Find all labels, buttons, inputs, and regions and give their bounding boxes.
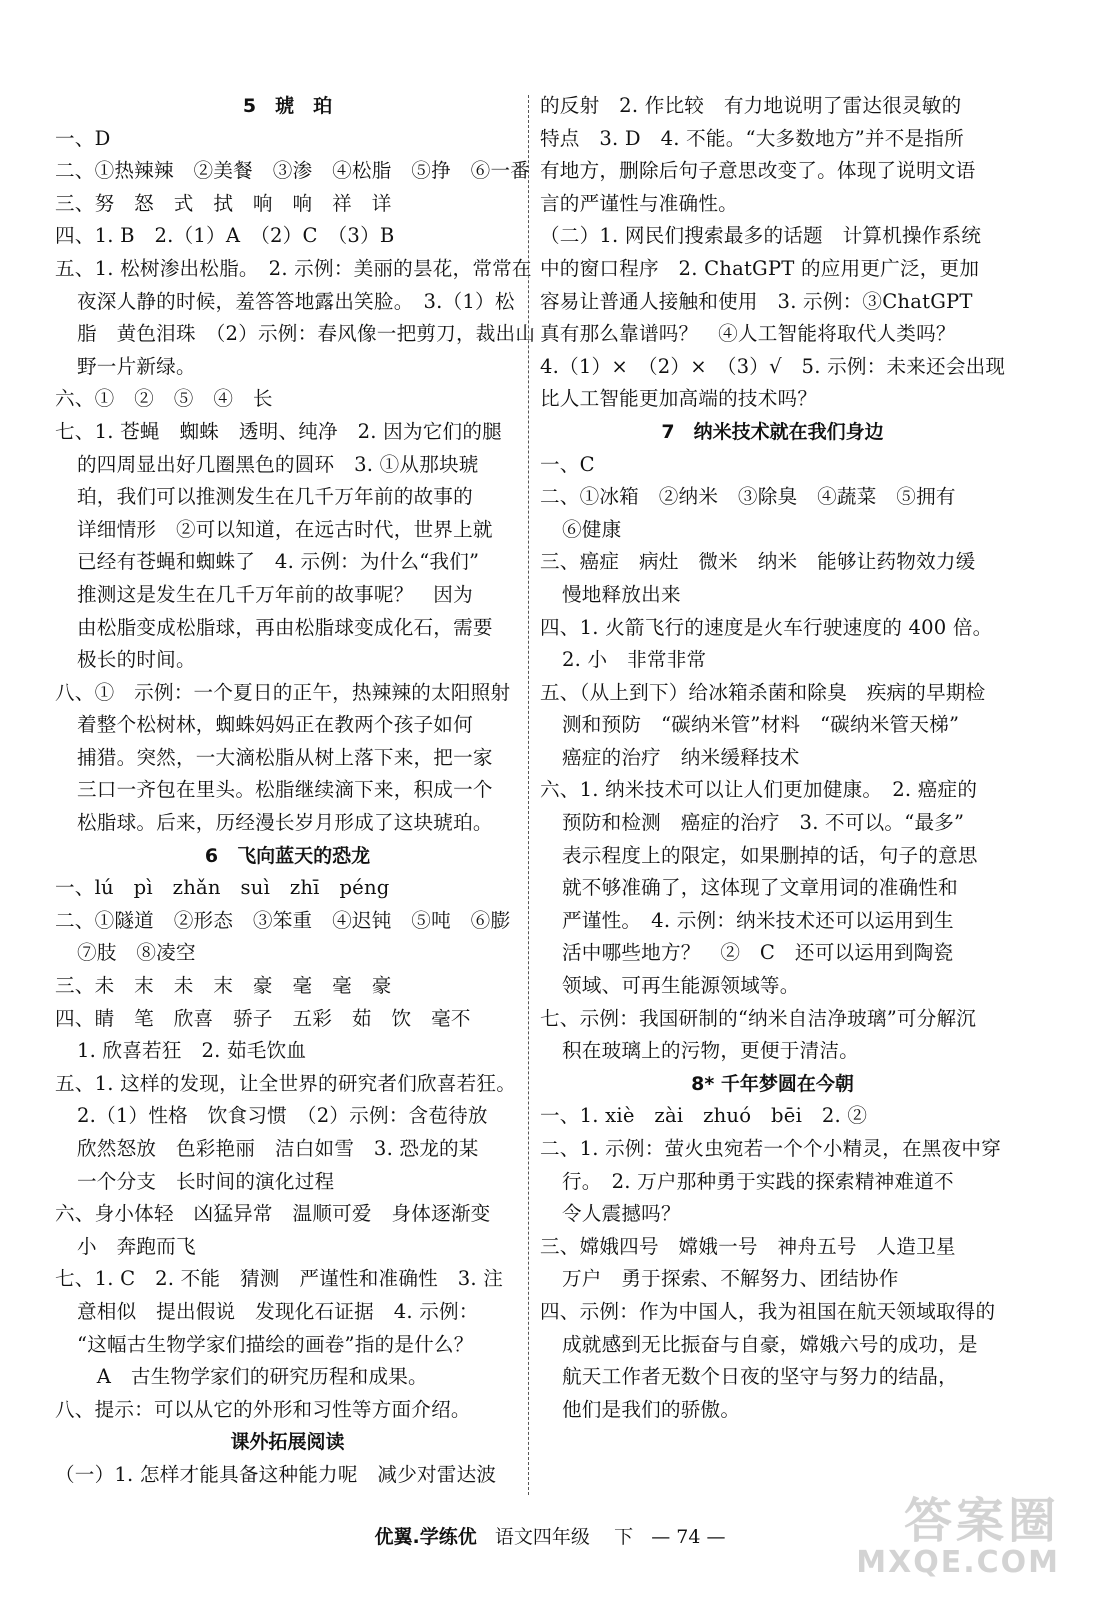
answer-line: 推测这是发生在几千万年前的故事呢？ 因为 bbox=[77, 582, 473, 606]
answer-line: 由松脂变成松脂球，再由松脂球变成化石，需要 bbox=[77, 615, 493, 639]
section-title: 7 纳米技术就在我们身边 bbox=[661, 420, 884, 443]
answer-line: 二、①热辣辣 ②美餐 ③渗 ④松脂 ⑤挣 ⑥一番 bbox=[55, 159, 531, 183]
section-title: 8* 千年梦圆在今朝 bbox=[691, 1072, 854, 1095]
answer-line: 容易让普通人接触和使用 3. 示例：③ChatGPT bbox=[540, 289, 973, 313]
answer-line: 脂 黄色泪珠 （2）示例：春风像一把剪刀，裁出山 bbox=[77, 322, 536, 346]
answer-line: 七、1. C 2. 不能 猜测 严谨性和准确性 3. 注 bbox=[55, 1267, 504, 1291]
answer-line: 领域、可再生能源领域等。 bbox=[562, 974, 800, 998]
answer-line: 夜深人静的时候，羞答答地露出笑脸。 3.（1）松 bbox=[77, 289, 515, 313]
answer-line: 三口一齐包在里头。松脂继续滴下来，积成一个 bbox=[77, 778, 493, 802]
answer-line: 四、1. 火箭飞行的速度是火车行驶速度的 400 倍。 bbox=[540, 615, 993, 639]
answer-line: 测和预防 “碳纳米管”材料 “碳纳米管天梯” bbox=[562, 713, 960, 737]
column-divider bbox=[528, 95, 529, 1495]
section-title: 6 飞向蓝天的恐龙 bbox=[204, 844, 371, 867]
answer-line: （二）1. 网民们搜索最多的话题 计算机操作系统 bbox=[540, 224, 982, 248]
answer-line: 四、1. B 2.（1）A （2）C （3）B bbox=[55, 224, 395, 248]
answer-line: 慢地释放出来 bbox=[562, 582, 681, 606]
answer-line: 六、1. 纳米技术可以让人们更加健康。 2. 癌症的 bbox=[540, 778, 978, 802]
left-column bbox=[55, 90, 536, 1492]
answer-line: 真有那么靠谱吗？ ④人工智能将取代人类吗？ bbox=[540, 322, 956, 346]
answer-line: （一）1. 怎样才能具备这种能力呢 减少对雷达波 bbox=[55, 1462, 497, 1486]
answer-line: 详细情形 ②可以知道，在远古时代，世界上就 bbox=[77, 517, 493, 541]
answer-line: 三、未 末 未 末 豪 毫 毫 豪 bbox=[55, 974, 392, 998]
answer-line: 行。 2. 万户那种勇于实践的探索精神难道不 bbox=[562, 1169, 954, 1193]
answer-line: 一、C bbox=[540, 452, 595, 476]
answer-line: 已经有苍蝇和蜘蛛了 4. 示例：为什么“我们” bbox=[77, 550, 480, 574]
answer-line: 积在玻璃上的污物，更便于清洁。 bbox=[562, 1039, 859, 1063]
answer-line: 他们是我们的骄傲。 bbox=[562, 1397, 741, 1421]
answer-line: 令人震撼吗？ bbox=[562, 1202, 681, 1226]
answer-line: 比人工智能更加高端的技术吗？ bbox=[540, 387, 818, 411]
answer-line: 八、① 示例：一个夏日的正午，热辣辣的太阳照射 bbox=[55, 680, 511, 704]
answer-line: 的反射 2. 作比较 有力地说明了雷达很灵敏的 bbox=[540, 94, 962, 117]
answer-line: 二、①隧道 ②形态 ③笨重 ④迟钝 ⑤吨 ⑥膨 bbox=[55, 908, 511, 932]
answer-line: 有地方，删除后句子意思改变了。体现了说明文语 bbox=[540, 159, 976, 183]
answer-line: ⑥健康 bbox=[562, 517, 622, 541]
answer-line: 特点 3. D 4. 不能。“大多数地方”并不是指所 bbox=[540, 126, 964, 150]
answer-line: 珀，我们可以推测发生在几千万年前的故事的 bbox=[77, 485, 473, 509]
answer-line: 航天工作者无数个日夜的坚守与努力的结晶， bbox=[562, 1365, 958, 1389]
answer-line: 一、D bbox=[55, 126, 111, 150]
watermark-text: 答案圈 bbox=[903, 1493, 1060, 1549]
answer-line: 五、1. 松树渗出松脂。 2. 示例：美丽的昙花，常常在 bbox=[55, 256, 532, 280]
watermark-url: MXQE.COM bbox=[856, 1545, 1060, 1580]
answer-line: A 古生物学家们的研究历程和成果。 bbox=[77, 1365, 428, 1389]
answer-line: 小 奔跑而飞 bbox=[77, 1234, 196, 1258]
answer-line: 万户 勇于探索、不解努力、团结协作 bbox=[562, 1267, 899, 1291]
answer-line: 二、①冰箱 ②纳米 ③除臭 ④蔬菜 ⑤拥有 bbox=[540, 485, 956, 509]
watermark-logo bbox=[856, 1482, 1060, 1580]
answer-line: 六、身小体轻 凶猛异常 温顺可爱 身体逐渐变 bbox=[55, 1202, 491, 1226]
answer-line: 捕猎。突然，一大滴松脂从树上落下来，把一家 bbox=[77, 745, 493, 769]
answer-line: 七、1. 苍蝇 蜘蛛 透明、纯净 2. 因为它们的腿 bbox=[55, 419, 502, 443]
answer-line: 野一片新绿。 bbox=[77, 354, 196, 378]
answer-line: 的四周显出好几圈黑色的圆环 3. ①从那块琥 bbox=[77, 452, 479, 476]
answer-line: 活中哪些地方？ ② C 还可以运用到陶瓷 bbox=[562, 941, 954, 965]
answer-line: 成就感到无比振奋与自豪，嫦娥六号的成功，是 bbox=[562, 1332, 978, 1356]
answer-line: 癌症的治疗 纳米缓释技术 bbox=[562, 745, 800, 769]
page-number: — 74 — bbox=[651, 1526, 726, 1548]
answer-line: 2.（1）性格 饮食习惯 （2）示例：含苞待放 bbox=[77, 1104, 488, 1128]
answer-line: 一、lú pì zhǎn suì zhī péng bbox=[55, 876, 390, 900]
answer-line: 意相似 提出假说 发现化石证据 4. 示例： bbox=[77, 1299, 479, 1323]
answer-line: 二、1. 示例：萤火虫宛若一个个小精灵，在黑夜中穿 bbox=[540, 1137, 1001, 1160]
answer-line: 1. 欣喜若狂 2. 茹毛饮血 bbox=[77, 1039, 307, 1063]
right-column bbox=[540, 90, 1005, 1426]
section-title: 5 琥 珀 bbox=[242, 95, 333, 117]
answer-line: 中的窗口程序 2. ChatGPT 的应用更广泛，更加 bbox=[540, 256, 980, 280]
answer-line: 三、努 怒 式 拭 响 响 祥 详 bbox=[55, 191, 392, 215]
footer-volume: 下 bbox=[614, 1526, 634, 1548]
answer-line: 一、1. xiè zài zhuó bēi 2. ② bbox=[540, 1104, 868, 1128]
answer-line: 表示程度上的限定，如果删掉的话，句子的意思 bbox=[562, 843, 978, 867]
answer-line: 三、癌症 病灶 微米 纳米 能够让药物效力缓 bbox=[540, 550, 976, 574]
section-title: 课外拓展阅读 bbox=[230, 1431, 345, 1454]
answer-line: 八、提示：可以从它的外形和习性等方面介绍。 bbox=[55, 1397, 471, 1421]
footer-brand: 优翼.学练优 bbox=[374, 1526, 477, 1548]
answer-line: 五、（从上到下）给冰箱杀菌和除臭 疾病的早期检 bbox=[540, 680, 986, 704]
answer-line: ⑦肢 ⑧凌空 bbox=[77, 941, 196, 965]
answer-line: 三、嫦娥四号 嫦娥一号 神舟五号 人造卫星 bbox=[540, 1234, 956, 1258]
answer-line: 就不够准确了，这体现了文章用词的准确性和 bbox=[562, 876, 958, 900]
answer-line: 一个分支 长时间的演化过程 bbox=[77, 1169, 335, 1193]
answer-line: 七、示例：我国研制的“纳米自洁净玻璃”可分解沉 bbox=[540, 1006, 977, 1030]
answer-line: 四、示例：作为中国人，我为祖国在航天领域取得的 bbox=[540, 1299, 996, 1323]
answer-line: 四、睛 笔 欣喜 骄子 五彩 茹 饮 毫不 bbox=[55, 1006, 471, 1030]
answer-line: 六、① ② ⑤ ④ 长 bbox=[55, 387, 273, 411]
answer-line: 着整个松树林，蜘蛛妈妈正在教两个孩子如何 bbox=[77, 713, 473, 737]
answer-line: 欣然怒放 色彩艳丽 洁白如雪 3. 恐龙的某 bbox=[77, 1137, 479, 1160]
answer-line: 五、1. 这样的发现，让全世界的研究者们欣喜若狂。 bbox=[55, 1071, 516, 1095]
answer-line: 2. 小 非常非常 bbox=[562, 648, 707, 672]
answer-line: 严谨性。 4. 示例：纳米技术还可以运用到生 bbox=[562, 908, 954, 932]
answer-line: “这幅古生物学家们描绘的画卷”指的是什么？ bbox=[77, 1332, 474, 1356]
answer-line: 极长的时间。 bbox=[77, 648, 196, 672]
answer-line: 松脂球。后来，历经漫长岁月形成了这块琥珀。 bbox=[77, 811, 493, 835]
answer-line: 4.（1）× （2）× （3）√ 5. 示例：未来还会出现 bbox=[540, 354, 1006, 378]
answer-line: 预防和检测 癌症的治疗 3. 不可以。“最多” bbox=[562, 811, 965, 835]
answer-line: 言的严谨性与准确性。 bbox=[540, 191, 738, 215]
footer-subject: 语文四年级 bbox=[494, 1526, 590, 1548]
